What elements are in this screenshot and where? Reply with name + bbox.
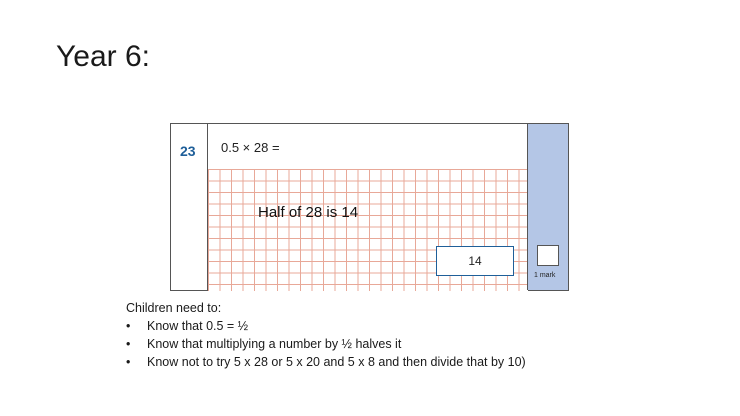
notes-intro: Children need to: <box>126 301 222 315</box>
mark-label: 1 mark <box>534 272 556 279</box>
list-item <box>126 317 526 335</box>
mark-checkbox[interactable] <box>537 245 559 266</box>
notes-list <box>126 317 526 371</box>
mark-panel <box>527 124 568 290</box>
answer-box[interactable]: 14 <box>436 246 514 276</box>
bullet-icon: • <box>126 337 131 351</box>
list-item-text: Know that 0.5 = ½ <box>147 319 249 333</box>
bullet-icon: • <box>126 355 131 369</box>
bullet-icon: • <box>126 319 131 333</box>
list-item <box>126 353 526 371</box>
question-number-column <box>171 124 208 290</box>
list-item-text: Know not to try 5 x 28 or 5 x 20 and 5 x 8 and then divide that by 10) <box>147 355 526 369</box>
list-item <box>126 335 526 353</box>
question-prompt: 0.5 × 28 = <box>221 140 280 155</box>
working-text: Half of 28 is 14 <box>258 204 359 221</box>
question-box <box>170 123 569 291</box>
list-item-text: Know that multiplying a number by ½ halves it <box>147 337 402 351</box>
notes <box>126 299 526 371</box>
slide-title: Year 6: <box>56 40 150 73</box>
question-number: 23 <box>180 143 196 159</box>
